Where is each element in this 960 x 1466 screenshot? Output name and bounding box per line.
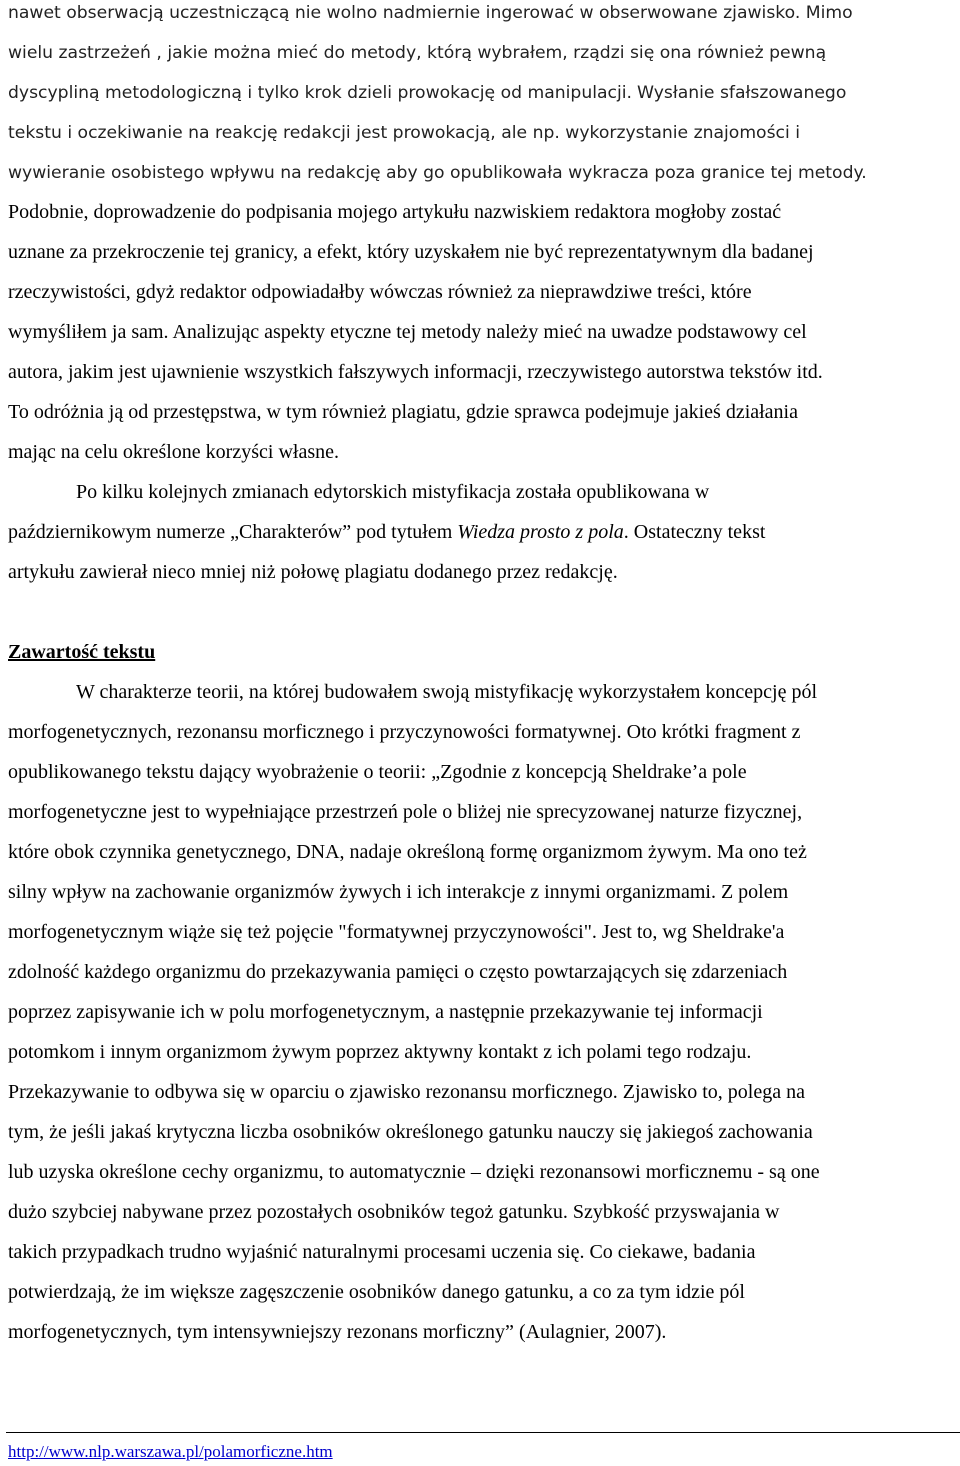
article-title: Wiedza prosto z pola bbox=[457, 521, 624, 543]
text-line bbox=[8, 160, 867, 185]
text-line bbox=[8, 840, 807, 864]
text-line: To odróżnia ją od przestępstwa, w tym również plagiatu, gdzie sprawca podejmuje jakieś działania bbox=[8, 401, 798, 423]
text-line: lub uzyska określone cechy organizmu, to automatycznie – dzięki rezonansowi morficznemu - są one bbox=[8, 1161, 820, 1183]
text-line: mając na celu określone korzyści własne. bbox=[8, 441, 339, 463]
section-heading: Zawartość tekstu bbox=[8, 641, 156, 663]
text-line: poprzez zapisywanie ich w polu morfogenetycznym, a następnie przekazywanie tej informacji bbox=[8, 1001, 763, 1023]
text-line bbox=[8, 520, 765, 544]
text-segment: . Ostateczny tekst bbox=[623, 521, 766, 543]
text-line: dużo szybciej nabywane przez pozostałych osobników tegoż gatunku. Szybkość przyswajania w bbox=[8, 1201, 780, 1223]
text-line: rzeczywistości, gdyż redaktor odpowiadałby wówczas również za nieprawdziwe treści, które bbox=[8, 281, 752, 303]
text-segment: które obok czynnika genetycznego, DNA, nadaje określoną formę organizmom żywym. bbox=[8, 841, 712, 863]
source-url-link[interactable]: http://www.nlp.warszawa.pl/polamorficzne.htm bbox=[8, 1442, 333, 1461]
text-line: morfogenetycznym wiąże się też pojęcie "formatywnej przyczynowości". Jest to, wg Sheldrake'a bbox=[8, 921, 785, 943]
text-line: tym, że jeśli jakaś krytyczna liczba osobników określonego gatunku nauczy się jakiegoś zachowania bbox=[8, 1121, 813, 1143]
footer-divider bbox=[6, 1432, 960, 1433]
text-line: uznane za przekroczenie tej granicy, a efekt, który uzyskałem nie być reprezentatywnym dla badanej bbox=[8, 241, 814, 263]
text-segment: Analizując aspekty etyczne tej metody należy mieć na uwadze podstawowy cel bbox=[172, 321, 807, 343]
text-line: Po kilku kolejnych zmianach edytorskich mistyfikacja została opublikowana w bbox=[76, 481, 710, 503]
text-line: zdolność każdego organizmu do przekazywania pamięci o często powtarzających się zdarzeniach bbox=[8, 961, 788, 983]
text-line: autora, jakim jest ujawnienie wszystkich fałszywych informacji, rzeczywistego autorstwa tekstów itd. bbox=[8, 361, 823, 383]
text-line: potomkom i innym organizmom żywym poprzez aktywny kontakt z ich polami tego rodzaju. bbox=[8, 1041, 752, 1063]
text-line: Przekazywanie to odbywa się w oparciu o zjawisko rezonansu morficznego. Zjawisko to, polega na bbox=[8, 1081, 805, 1103]
text-line bbox=[8, 40, 826, 65]
text-line: artykułu zawierał nieco mniej niż połowę plagiatu dodanego przez redakcję. bbox=[8, 561, 618, 583]
text-line: morfogenetyczne jest to wypełniające przestrzeń pole o bliżej nie sprecyzowanej naturze fizycznej, bbox=[8, 801, 803, 823]
text-line-sans: wywieranie osobistego wpływu na redakcję aby go opublikowała wykracza poza granice tej metody. bbox=[8, 163, 867, 183]
text-line: W charakterze teorii, na której budowałem swoją mistyfikację wykorzystałem koncepcję pól bbox=[76, 681, 818, 703]
text-line: morfogenetycznych, tym intensywniejszy rezonans morficzny” (Aulagnier, 2007). bbox=[8, 1321, 667, 1343]
text-line: morfogenetycznych, rezonansu morficznego i przyczynowości formatywnej. Oto krótki fragment z bbox=[8, 721, 801, 743]
text-line bbox=[8, 320, 807, 344]
text-line: Podobnie, doprowadzenie do podpisania mojego artykułu nazwiskiem redaktora mogłoby zostać bbox=[8, 201, 782, 223]
text-line-sans: tekstu i oczekiwanie na reakcję redakcji jest prowokacją, ale np. wykorzystanie znajomości i bbox=[8, 123, 800, 143]
text-line: silny wpływ na zachowanie organizmów żywych i ich interakcje z innymi organizmami. Z polem bbox=[8, 881, 789, 903]
text-line: opublikowanego tekstu dający wyobrażenie o teorii: „Zgodnie z koncepcją Sheldrake’a pole bbox=[8, 761, 747, 783]
text-line bbox=[8, 120, 800, 145]
text-line bbox=[8, 0, 853, 25]
text-segment: październikowym numerze „Charakterów” pod tytułem bbox=[8, 521, 453, 543]
text-line-sans: nawet obserwacją uczestniczącą nie wolno nadmiernie ingerować w obserwowane zjawisko. Mimo bbox=[8, 3, 853, 23]
text-line-sans: Wysłanie sfałszowanego bbox=[637, 83, 847, 103]
text-line-sans: dyscypliną metodologiczną i tylko krok dzieli prowokację od manipulacji. bbox=[8, 83, 632, 103]
text-line bbox=[8, 80, 846, 105]
text-segment: Ma ono też bbox=[716, 841, 807, 863]
text-line-sans: wielu zastrzeżeń , jakie można mieć do metody, którą wybrałem, rządzi się ona również pewną bbox=[8, 43, 827, 63]
text-segment: wymyśliłem ja sam. bbox=[8, 321, 169, 343]
text-line: takich przypadkach trudno wyjaśnić naturalnymi procesami uczenia się. Co ciekawe, badania bbox=[8, 1241, 756, 1263]
text-line: potwierdzają, że im większe zagęszczenie osobników danego gatunku, a co za tym idzie pól bbox=[8, 1281, 745, 1303]
